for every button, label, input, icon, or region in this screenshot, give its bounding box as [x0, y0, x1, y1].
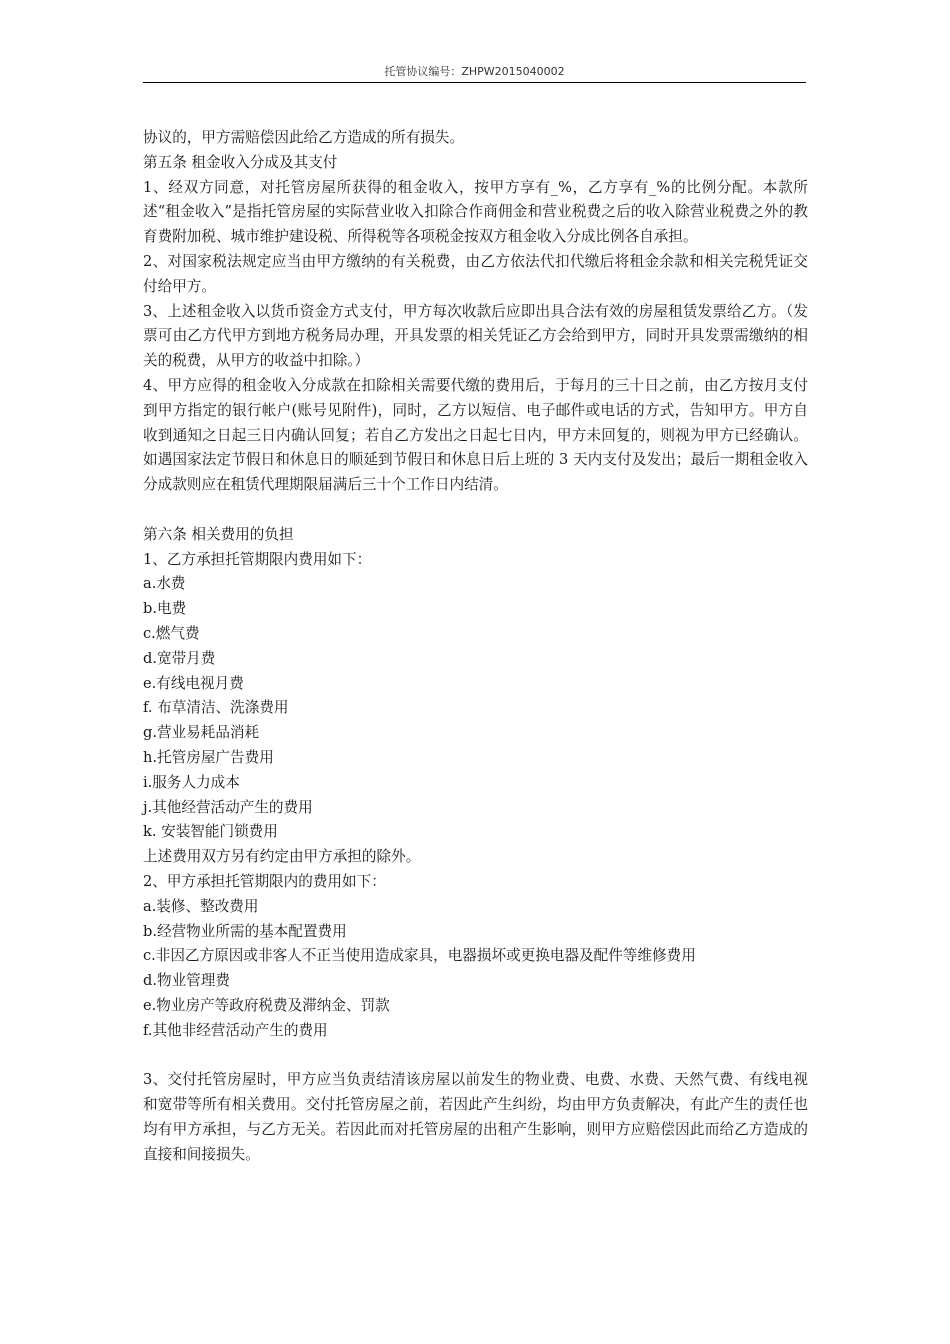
paragraph: 4、甲方应得的租金收入分成款在扣除相关需要代缴的费用后，于每月的三十日之前，由乙方按月支付到甲方指定的银行帐户(账号见附件)，同时，乙方以短信、电子邮件或电话的方式，告知甲方。甲方自收到通知之日起三日内确认回复；若自乙方发出之日起七日内，甲方未回复的，则视为甲方已经确认。如遇国家法定节假日和休息日的顺延到节假日和休息日后上班的 3 天内支付及发出；最后一期租金收入分成款则应在租赁代理期限届满后三十个工作日内结清。 [143, 376, 808, 494]
list-item: i.服务人力成本 [143, 773, 240, 791]
list-item: d.宽带月费 [143, 649, 216, 667]
list-item: b.经营物业所需的基本配置费用 [143, 922, 347, 940]
list-item: h.托管房屋广告费用 [143, 748, 274, 766]
list-item: j.其他经营活动产生的费用 [143, 798, 313, 816]
blank-line [143, 1043, 808, 1068]
paragraph: 3、上述租金收入以货币资金方式支付，甲方每次收款后应即出具合法有效的房屋租赁发票给乙方。（发票可由乙方代甲方到地方税务局办理，开具发票的相关凭证乙方会给到甲方，同时开具发票需缴纳的相关的税费，从甲方的收益中扣除。） [143, 302, 808, 370]
header-divider [143, 82, 806, 83]
list-item: f.其他非经营活动产生的费用 [143, 1021, 328, 1039]
blank-line [143, 498, 808, 523]
list-item: b.电费 [143, 600, 187, 618]
list-item: a.水费 [143, 575, 186, 593]
paragraph: 2、甲方承担托管期限内的费用如下： [143, 872, 386, 890]
list-item: e.有线电视月费 [143, 674, 244, 692]
section-heading: 第五条 租金收入分成及其支付 [143, 153, 338, 171]
list-item: c.非因乙方原因或非客人不正当使用造成家具，电器损坏或更换电器及配件等维修费用 [143, 947, 696, 965]
paragraph: 上述费用双方另有约定由甲方承担的除外。 [143, 848, 421, 866]
list-item: d.物业管理费 [143, 972, 230, 990]
list-item: a.装修、整改费用 [143, 897, 259, 915]
document-header: 托管协议编号：ZHPW2015040002 [384, 65, 565, 78]
list-item: c.燃气费 [143, 624, 200, 642]
list-item: k. 安装智能门锁费用 [143, 823, 278, 841]
paragraph: 1、乙方承担托管期限内费用如下： [143, 550, 372, 568]
document-body [143, 126, 808, 1167]
section-heading: 第六条 相关费用的负担 [143, 525, 294, 543]
paragraph: 2、对国家税法规定应当由甲方缴纳的有关税费，由乙方依法代扣代缴后将租金余款和相关完税凭证交付给甲方。 [143, 252, 808, 295]
paragraph: 1、经双方同意，对托管房屋所获得的租金收入，按甲方享有_%，乙方享有_%的比例分配。本款所述“租金收入”是指托管房屋的实际营业收入扣除合作商佣金和营业税费之后的收入除营业税费之外的教育费附加税、城市维护建设税、所得税等各项税金按双方租金收入分成比例各自承担。 [143, 178, 808, 246]
list-item: f. 布草清洁、洗涤费用 [143, 699, 289, 717]
list-item: e.物业房产等政府税费及滞纳金、罚款 [143, 996, 390, 1014]
paragraph: 3、交付托管房屋时，甲方应当负责结清该房屋以前发生的物业费、电费、水费、天然气费、有线电视和宽带等所有相关费用。交付托管房屋之前，若因此产生纠纷，均由甲方负责解决，有此产生的责任也均有甲方承担，与乙方无关。若因此而对托管房屋的出租产生影响，则甲方应赔偿因此而给乙方造成的直接和间接损失。 [143, 1071, 808, 1163]
list-item: g.营业易耗品消耗 [143, 724, 260, 742]
paragraph: 协议的，甲方需赔偿因此给乙方造成的所有损失。 [143, 129, 465, 146]
